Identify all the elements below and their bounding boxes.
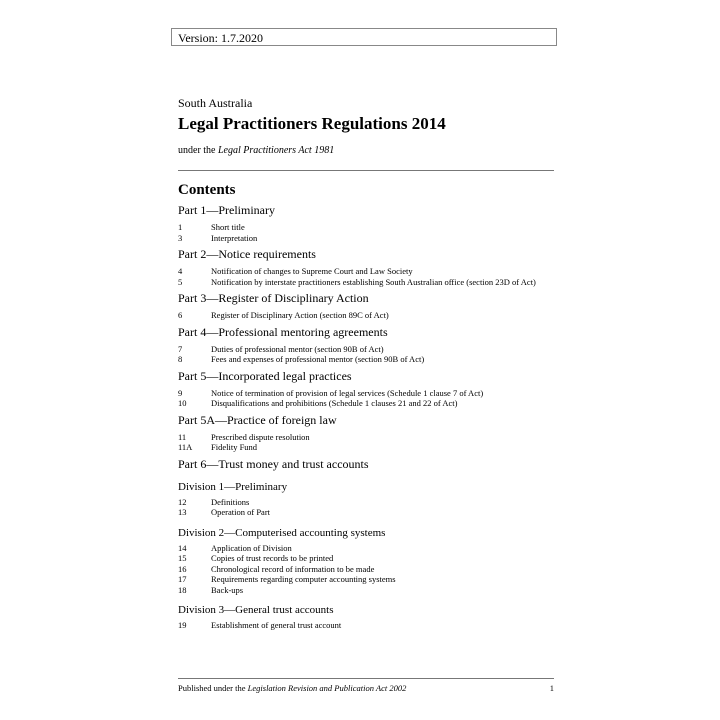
footer-divider: [178, 678, 554, 679]
toc-entry[interactable]: [178, 553, 556, 564]
toc-entry-title: Short title: [211, 222, 245, 232]
toc-entry-number: 1: [178, 222, 183, 232]
document-title: Legal Practitioners Regulations 2014: [178, 114, 446, 133]
toc-entry[interactable]: [178, 585, 556, 596]
toc-entry-number: 11: [178, 431, 187, 442]
title-divider: [178, 170, 554, 171]
footer-act-name: Legislation Revision and Publication Act 2002: [247, 683, 407, 693]
toc-entry-number: 9: [178, 387, 183, 398]
toc-entry[interactable]: [178, 344, 556, 355]
toc-entry-number: 11A: [178, 442, 193, 452]
toc-entry-title: Back-ups: [211, 584, 244, 595]
toc-entry[interactable]: [178, 432, 556, 443]
contents-heading: Contents: [178, 182, 236, 198]
toc-entry-title: Register of Disciplinary Action (section 89C of Act): [211, 310, 389, 320]
toc-entry[interactable]: [178, 543, 556, 554]
toc-entry-title: Duties of professional mentor (section 90B of Act): [211, 343, 384, 354]
footer-publication: [178, 683, 406, 693]
toc-entry-number: 7: [178, 343, 183, 354]
footer: [178, 683, 554, 693]
toc-entry-number: 14: [178, 542, 187, 553]
toc-part-heading[interactable]: Part 4—Professional mentoring agreements: [178, 324, 388, 339]
toc-part-heading[interactable]: Part 5A—Practice of foreign law: [178, 412, 337, 427]
toc-division-heading[interactable]: Division 3—General trust accounts: [178, 604, 334, 616]
toc-entry-title: Notification by interstate practitioners establishing South Australian office (section 23D of Act): [211, 276, 536, 287]
toc-entry-title: Fees and expenses of professional mentor (section 90B of Act): [211, 354, 425, 364]
version-label: Version: 1.7.2020: [178, 31, 263, 45]
toc-entry-title: Notification of changes to Supreme Court and Law Society: [211, 266, 413, 276]
toc-entry-number: 6: [178, 310, 183, 320]
enabling-act-name: Legal Practitioners Act 1981: [218, 145, 335, 156]
toc-entry-number: 17: [178, 574, 187, 584]
toc-entry[interactable]: [178, 620, 556, 631]
toc-entry[interactable]: [178, 388, 556, 399]
toc-entry-number: 16: [178, 563, 187, 574]
toc-entry-title: Interpretation: [211, 232, 258, 243]
toc-entry-number: 8: [178, 354, 183, 364]
toc-entry-number: 15: [178, 553, 187, 563]
toc-part-heading[interactable]: Part 3—Register of Disciplinary Action: [178, 291, 369, 305]
toc-entry-title: Chronological record of information to be made: [211, 563, 375, 574]
toc-entry[interactable]: [178, 222, 556, 233]
toc-division-heading[interactable]: Division 2—Computerised accounting systems: [178, 526, 386, 539]
toc-part-heading[interactable]: Part 6—Trust money and trust accounts: [178, 456, 369, 471]
toc-entry-number: 5: [178, 276, 183, 287]
toc-entry-number: 13: [178, 507, 187, 517]
toc-entry-title: Copies of trust records to be printed: [211, 553, 334, 563]
toc-entry-number: 12: [178, 496, 187, 507]
toc-entry[interactable]: [178, 310, 556, 321]
toc-entry[interactable]: [178, 233, 556, 244]
toc-entry-number: 4: [178, 266, 183, 276]
enabling-act-line: [178, 145, 334, 156]
toc-entry[interactable]: [178, 497, 556, 508]
toc-entry[interactable]: [178, 354, 556, 365]
toc-part-heading[interactable]: Part 5—Incorporated legal practices: [178, 368, 352, 383]
toc-entry-number: 3: [178, 232, 183, 243]
toc-entry-title: Operation of Part: [211, 507, 271, 517]
toc-entry-number: 18: [178, 584, 187, 595]
jurisdiction: South Australia: [178, 96, 253, 110]
toc-entry[interactable]: [178, 564, 556, 575]
toc-entry-title: Application of Division: [211, 542, 292, 553]
toc-entry-title: Requirements regarding computer accounting systems: [211, 574, 396, 584]
toc-entry[interactable]: [178, 442, 556, 453]
toc-entry-title: Disqualifications and prohibitions (Schedule 1 clauses 21 and 22 of Act): [211, 398, 458, 408]
toc-entry-title: Definitions: [211, 496, 250, 507]
toc-entry-number: 10: [178, 398, 187, 408]
table-of-contents: [178, 203, 556, 631]
toc-entry[interactable]: [178, 507, 556, 518]
page-number: 1: [549, 683, 554, 693]
under-prefix: under the: [178, 145, 218, 156]
version-box: [171, 28, 557, 46]
toc-division-heading[interactable]: Division 1—Preliminary: [178, 480, 288, 493]
toc-entry[interactable]: [178, 398, 556, 409]
footer-prefix: Published under the: [178, 683, 248, 693]
toc-entry[interactable]: [178, 266, 556, 277]
toc-entry-title: Fidelity Fund: [211, 442, 258, 452]
toc-entry-title: Notice of termination of provision of legal services (Schedule 1 clause 7 of Act): [211, 387, 484, 398]
toc-part-heading[interactable]: Part 1—Preliminary: [178, 203, 275, 217]
toc-entry-number: 19: [178, 620, 187, 630]
toc-entry[interactable]: [178, 574, 556, 585]
toc-entry-title: Establishment of general trust account: [211, 620, 342, 630]
toc-part-heading[interactable]: Part 2—Notice requirements: [178, 247, 316, 261]
toc-entry-title: Prescribed dispute resolution: [211, 431, 310, 442]
toc-entry[interactable]: [178, 277, 556, 288]
